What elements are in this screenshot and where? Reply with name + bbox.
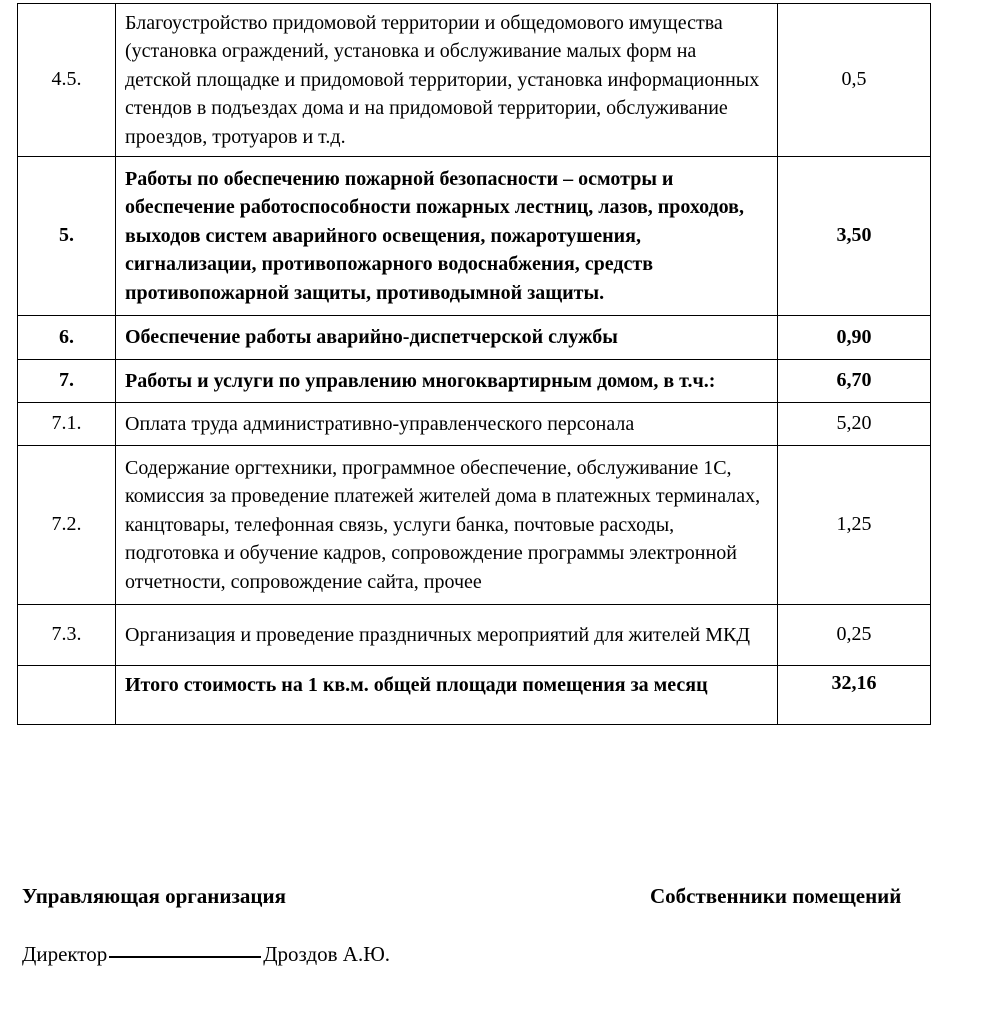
- row-value: 1,25: [778, 445, 931, 604]
- table-row: [18, 156, 931, 315]
- signature-line-director: [22, 942, 390, 967]
- row-value: 0,25: [778, 604, 931, 665]
- signature-heading-management: Управляющая организация: [22, 884, 286, 908]
- row-description-total: Итого стоимость на 1 кв.м. общей площади помещения за месяц: [116, 665, 778, 724]
- row-number: 5.: [18, 156, 116, 315]
- table-row: [18, 402, 931, 445]
- row-description: Обеспечение работы аварийно-диспетчерской службы: [116, 315, 778, 359]
- signature-block: [0, 884, 984, 994]
- table-row: [18, 315, 931, 359]
- row-value: 5,20: [778, 402, 931, 445]
- signature-rule: [109, 956, 261, 958]
- row-number: 7.: [18, 359, 116, 402]
- row-number: 6.: [18, 315, 116, 359]
- row-number: 7.2.: [18, 445, 116, 604]
- row-number: 7.1.: [18, 402, 116, 445]
- tariff-table: [17, 3, 931, 725]
- table-row: [18, 604, 931, 665]
- row-number: 7.3.: [18, 604, 116, 665]
- row-value: 3,50: [778, 156, 931, 315]
- row-number: 4.5.: [18, 4, 116, 157]
- signature-name: Дроздов А.Ю.: [263, 942, 391, 966]
- row-description: Работы по обеспечению пожарной безопасности – осмотры и обеспечение работоспособности пожарных лестниц, лазов, проходов, выходов систем аварийного освещения, пожаротушения, сигнализации, противопожарного водоснабжения, средств противопожарной защиты, противодымной защиты.: [116, 156, 778, 315]
- signature-headings: [0, 884, 984, 918]
- row-description: Благоустройство придомовой территории и общедомового имущества (установка ограждений, установка и обслуживание малых форм на детской площадке и придомовой территории, установка информационных стендов в подъездах дома и на придомовой территории, обслуживание проездов, тротуаров и т.д.: [116, 4, 778, 157]
- row-value: 0,90: [778, 315, 931, 359]
- row-description: Работы и услуги по управлению многоквартирным домом, в т.ч.:: [116, 359, 778, 402]
- row-value-total: 32,16: [778, 665, 931, 724]
- row-value: 0,5: [778, 4, 931, 157]
- table-row: [18, 445, 931, 604]
- row-description: Содержание оргтехники, программное обеспечение, обслуживание 1С, комиссия за проведение платежей жителей дома в платежных терминалах, канцтовары, телефонная связь, услуги банка, почтовые расходы, подготовка и обучение кадров, сопровождение программы электронной отчетности, сопровождение сайта, прочее: [116, 445, 778, 604]
- row-value: 6,70: [778, 359, 931, 402]
- table-row-total: [18, 665, 931, 724]
- row-number: [18, 665, 116, 724]
- signature-role-label: Директор: [22, 942, 108, 966]
- row-description: Оплата труда административно-управленческого персонала: [116, 402, 778, 445]
- table-row: [18, 4, 931, 157]
- table-row: [18, 359, 931, 402]
- signature-heading-owners: Собственники помещений: [650, 884, 902, 908]
- row-description: Организация и проведение праздничных мероприятий для жителей МКД: [116, 604, 778, 665]
